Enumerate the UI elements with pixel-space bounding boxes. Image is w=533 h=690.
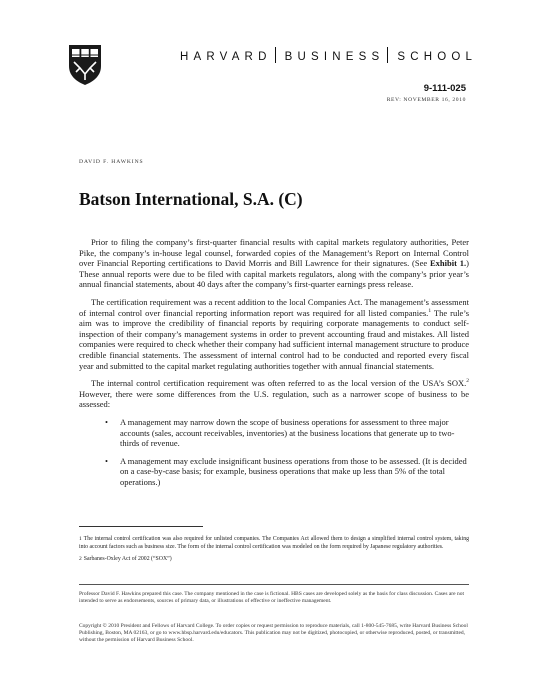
paragraph-2: The certification requirement was a recent addition to the local Companies Act. The management’s assessment of internal control over financial reporting information report was required for all listed companies.$^1$ The rule’s aim was to improve the credibility of financial reports by requiring corporate managements to conduct self-inspection of their company’s management systems in order to prevent accounting fraud and mistakes. All listed companies were required to check whether their company had sufficient internal management structure to produce credible financial statements. The assessment of internal control had to be conducted and reported every fiscal year and submitted to the capital market regulating authorities together with annual financial statements. — [79, 296, 469, 371]
disclaimer-separator — [79, 584, 469, 585]
revision-date: REV: NOVEMBER 16, 2010 — [386, 97, 466, 103]
harvard-veritas-shield-icon — [68, 44, 102, 86]
paragraph-1: Prior to filing the company’s first-quarter financial results with capital markets regulatory authorities, Peter Pike, the company’s in-house legal counsel, forwarded copies of the Management’s Report on Internal Control over Financial Reporting certifications to David Morris and Bill Lawrence for their signatures. (See Exhibit 1.) These annual reports were due to be filed with capital markets regulators, along with the company’s prior year’s annual financial statements, about 40 days after the company’s first-quarter earnings press release. — [79, 237, 469, 290]
scope-bullet-list — [105, 417, 469, 488]
wordmark-school: SCHOOL — [397, 51, 478, 63]
paragraph-3: The internal control certification requirement was often referred to as the local version of the USA’s SOX.$^2$ However, there were some differences from the U.S. regulation, such as a narrower scope of business to be assessed: — [79, 378, 469, 410]
case-title: Batson International, S.A. (C) — [79, 189, 303, 209]
disclaimer-text: Professor David F. Hawkins prepared this case. The company mentioned in the case is fictional. HBS cases are developed solely as the basis for class discussion. Cases are not intended to serve as endorsements, sources of primary data, or illustrations of effective or ineffective management. — [79, 591, 464, 604]
bullet-glyph: • — [105, 455, 108, 466]
copyright-text: Copyright © 2010 President and Fellows of Harvard College. To order copies or request permission to reproduce materials, call 1-800-545-7685, write Harvard Business School Publishing, Boston, MA 02163, or go to www.hbsp.harvard.edu/educators. This publication may not be digitized, photocopied, or otherwise reproduced, posted, or transmitted, without the permission of Harvard Business School. — [79, 623, 468, 643]
wordmark-harvard: HARVARD — [180, 51, 272, 63]
footnote-separator — [79, 526, 203, 527]
bullet-glyph: • — [105, 416, 108, 427]
school-wordmark — [180, 47, 477, 63]
list-item: • A management may exclude insignificant business operations from those to be assessed. (It is decided on a case-by-case basis; for example, business operations that make up less than 5% of the total operations.) — [105, 455, 467, 487]
wordmark-business: BUSINESS — [284, 51, 385, 63]
wordmark-divider — [387, 47, 388, 63]
exhibit-reference: Exhibit 1. — [430, 258, 467, 269]
wordmark-divider — [275, 47, 276, 63]
footnote-ref-2: 2 — [466, 378, 469, 385]
author-name: DAVID F. HAWKINS — [79, 159, 144, 165]
case-number: 9-111-025 — [423, 83, 466, 94]
footnotes — [79, 536, 469, 567]
list-item: • A management may narrow down the scope of business operations for assessment to three major accounts (sales, account receivables, inventories) at the business locations that generate up to two-thirds of revenue. — [105, 416, 455, 449]
case-body — [79, 237, 469, 494]
footnote-1: $^1$ The internal control certification was also required for unlisted companies. The Companies Act allowed them to design a simplified internal control system, taking into account factors such as business size. The form of the internal control certification was modeled on the form required by Japanese regulatory authorities. — [79, 536, 469, 550]
footnote-2: $^2$ Sarbanes-Oxley Act of 2002 (“SOX”) — [79, 555, 172, 562]
footnote-ref-1: 1 — [428, 307, 432, 314]
